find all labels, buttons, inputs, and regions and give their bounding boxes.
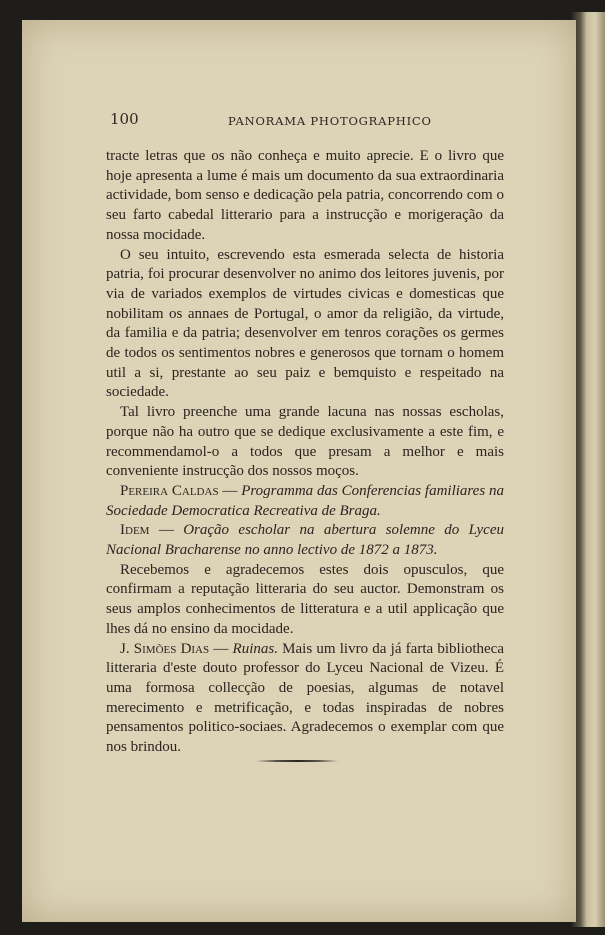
entry-text: Mais um livro da já farta bibliotheca litteraria d'este douto professor do Lyceu Nacional de Vizeu. É uma formosa collecção de poesias, algumas de notavel merecimento e metrificação, e todas inspiradas de nobres pensamentos politico-sociaes. Agradecemos o exemplar com que nos brindou. [106,640,504,756]
paragraph-2-text: O seu intuito, escrevendo esta esmerada selecta de historia patria, foi procurar desenvolver no animo dos leitores juvenis, por via de variados exemplos de virtudes civicas e domesticas que nobilitam os annaes de Portugal, o amor da religião, da virtude, da familia e da patria; desenvolver em tenros corações os germes de todos os sentimentos nobres e generosos que tornam o homem util a si, prestante ao seu paiz e bemquisto e respeitado na sociedade. [106,246,504,401]
closing-ornamental-rule [256,759,338,763]
page-number: 100 [110,110,139,128]
entry-author: J. Simões Dias [120,640,210,657]
review-entry-pereira-caldas [106,482,504,521]
page-header [110,110,510,130]
paragraph-review-text-body: Recebemos e agradecemos estes dois opusculos, que confirmam a reputação litteraria do seu auctor. Demonstram os seus amplos conhecimentos de litteratura e a util applicação que lhes dá no ensino da mocidade. [106,561,504,637]
entry-author: Idem [120,522,150,539]
paragraph-2 [106,246,504,404]
running-head: PANORAMA PHOTOGRAPHICO [228,114,432,128]
review-entry-simoes-dias [106,640,504,758]
page-body [106,147,504,758]
paragraph-1 [106,147,504,246]
review-entry-idem [106,521,504,560]
paragraph-review-text [106,561,504,640]
entry-separator: — [218,482,242,499]
entry-title: Oração escholar na abertura solemne do Lyceu Nacional Bracharense no anno lectivo de 1872 a 1873. [106,522,504,559]
paragraph-1-text: tracte letras que os não conheça e muito aprecie. E o livro que hoje apresenta a lume é mais um documento da sua extraordinaria actividade, bom senso e dedicação pela patria, concorrendo com o seu farto cabedal litterario para a instrucção e morigeração da nossa mocidade. [106,148,504,243]
entry-title: Ruinas. [232,640,278,657]
book-spine [572,12,605,927]
entry-author: Pereira Caldas [120,482,219,499]
entry-separator: — [149,522,184,539]
entry-separator: — [209,640,233,657]
entry-title: Programma das Conferencias familiares na Sociedade Democratica Recreativa de Braga. [106,482,504,519]
paragraph-3-text: Tal livro preenche uma grande lacuna nas nossas escholas, porque não ha outro que se dedique exclusivamente a este fim, e recommendamol-o a todos que presam a melhor e mais conveniente instrucção dos nossos moços. [106,404,504,480]
paragraph-3 [106,403,504,482]
